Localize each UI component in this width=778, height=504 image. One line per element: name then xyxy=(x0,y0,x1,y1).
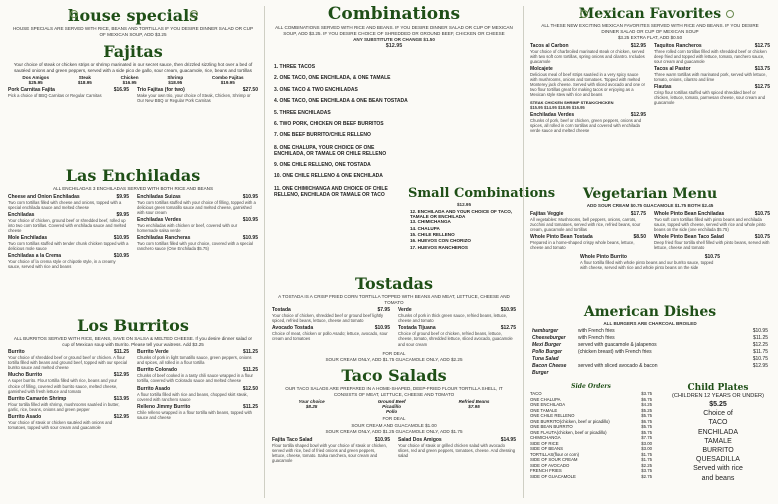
side-item: SIDE OF SOUR CREAM $1.75 xyxy=(530,457,652,462)
american-dishes-section xyxy=(526,304,774,377)
menu-item: Flautas $12.75 Crisp flour tortillas stuffed with spiced shredded beef or chicken, lettuce, tomato, parmesan cheese, sour cream and guacamole xyxy=(654,84,770,106)
pinto-burrito-item: Whole Pinto Burrito $10.75 A flour tortilla filled with whole pinto beans and our burrito sauce, topped with cheese, served with rice and whole pinto beans on the side xyxy=(580,254,720,271)
child-plates-price: $5.25 xyxy=(709,401,727,408)
menu-item: Enchiladas Verdes $12.95 Chunks of pork, beef or chicken, green peppers, onions and spices, all rolled in corn tortillas and covered with enchilada verde sauce and melted cheese xyxy=(530,111,646,133)
column-divider xyxy=(264,6,265,498)
ornament-icon xyxy=(190,10,198,18)
menu-item: Burrito Verde $11.25 Chunks of pork in light tomatillo sauce, green peppers, onions and spices, all rolled in a flour tortilla xyxy=(137,349,258,366)
taco-salads-section xyxy=(268,366,520,467)
child-plates-choice-label: Choice of xyxy=(703,410,733,418)
small-combo-item: 14. CHALUPA xyxy=(410,225,440,231)
menu-item: Enchiladas $9.95 Your choice of chicken, ground beef or shredded beef, rolled up into two corn tortillas. Covered with enchilada sauce and melted cheese xyxy=(8,211,129,233)
small-combo-item: 15. CHILE RELLENO xyxy=(410,232,455,237)
taco-salad-choice: Your choice $8.25 xyxy=(298,399,325,410)
american-item: Tuna Salad $10.75 xyxy=(532,355,768,362)
taco-salads-extra: SOUR CREAM AND GUACAMOLE $1.00 xyxy=(351,422,437,428)
menu-item: Fajita Taco Salad $10.95 Flour tortilla shaped bowl with your choice of steak or chicken, served with rice, bed of fried onions and green peppers, lettuce, cheese, tomato. Salsa ranchera, sour cream and guacamole xyxy=(272,436,390,464)
fajitas-section xyxy=(4,42,262,107)
house-specials-section xyxy=(4,6,262,38)
menu-item: Enchiladas Verdes $10.95 Two enchiladas with chicken or beef, covered with our homemade salsa verde xyxy=(137,216,258,233)
combo-item: 6. TWO PORK, CHICKEN OR BEEF BURRITOS xyxy=(274,121,384,128)
fajita-option: Combo Fajitas $19.95 xyxy=(211,75,244,86)
column-right xyxy=(526,0,774,504)
enchiladas-right xyxy=(137,194,258,272)
menu-item: Tacos al Pastor $13.75 Three warm tortillas with marinated pork, served with lettuce, tomato, onions, cilantro and lime xyxy=(654,66,770,83)
menu-item: Enchiladas Rancheras $10.95 Two corn tortillas filled with your choice, covered with a special ranchero sauce (One Enchilada $5.75) xyxy=(137,235,258,252)
menu-item: Taquitos Rancheros $12.75 Three rolled corn tortillas filled with shredded beef or chicken deep fried and topped with lettuce, tomato, ranchero sauce, sour cream and guacamole xyxy=(654,42,770,64)
american-item: Cheeseburger with French fries $11.25 xyxy=(532,334,768,341)
menu-item: Burrito Asado $12.95 Your choice of steak or chicken sautéed with onions and tomatoes, topped with sour cream and guacamole xyxy=(8,413,129,431)
menu-item: Burrito Asado $12.50 A flour tortilla filled with rice and beans, chopped skirt steak, covered with ranchero sauce xyxy=(137,385,258,402)
taco-salads-extra: SOUR CREAM ONLY, ADD $1.25 GUACAMOLE ONLY, ADD $1.75 xyxy=(325,429,463,435)
combo-item: 10. ONE CHILE RELLENO & ONE ENCHILADA xyxy=(274,173,383,180)
menu-item: Whole Pinto Bean Taco Salad $10.75 Deep fried flour tortilla shell filled with pinto beans, served with lettuce, cheese and tomato xyxy=(654,233,770,250)
column-middle xyxy=(268,0,556,504)
small-combinations-price: $12.95 xyxy=(456,202,472,207)
trio-fajitas-item: Trio Fajitas (for two) $27.50 Make your own trio, your choice of Steak, Chicken, Shrimp or Our New BBQ or Regular Pork Carnitas xyxy=(137,87,258,104)
combinations-title: Combinations xyxy=(327,4,461,24)
enchiladas-left xyxy=(8,194,129,272)
ornament-icon xyxy=(726,10,734,18)
fajita-option: Chicken $16.95 xyxy=(120,75,139,86)
tostadas-section xyxy=(268,274,520,364)
mexican-favorites-note2: $3.25 EXTRA FLAT, ADD $0.50 xyxy=(617,35,683,41)
burritos-note: ALL BURRITOS SERVED WITH RICE, BEANS, SAVE ON SALSA & MELTED CHEESE. If you desire dinner salad or cup of Mexican soup with Burrito. Please tell your waitress. Add $3.25 xyxy=(13,336,253,347)
side-item: ONE TAMALE $5.25 xyxy=(530,407,652,413)
american-item: hamburger with French fries $10.95 xyxy=(532,327,768,334)
side-item: TACO $3.75 xyxy=(530,391,652,396)
side-item: TORTILLAS(flour or corn) $1.75 xyxy=(530,451,652,457)
enchiladas-title: Las Enchiladas xyxy=(65,166,201,185)
fajitas-desc: Your choice of steak or chicken strips or shrimp marinated in our secret sauce, then drizzled sizzling hot over a bed of sautéed onions and green peppers, served with a side pico de gallo, sour cream, guacamole, rice, beans and tortillas xyxy=(13,62,253,73)
child-plate-option: TACO xyxy=(708,419,728,427)
tostadas-note: A TOSTADA IS A CRISP FRIED CORN TORTILLA TOPPED WITH BEANS AND MEAT, LETTUCE, CHEESE AND TOMATO xyxy=(278,294,510,305)
child-plate-option: BURRITO xyxy=(702,447,734,455)
fajita-option: Steak $18.95 xyxy=(77,75,92,86)
child-plates-title: Child Plates xyxy=(687,383,749,393)
child-plate-option: ENCHILADA xyxy=(697,428,739,436)
combo-item: 7. ONE BEEF BURRITO/CHILE RELLENO xyxy=(274,132,371,139)
child-plates-sub: (CHILDREN 12 YEARS OR UNDER) xyxy=(672,393,764,399)
menu-item: Burrito Camarón Shrimp $13.95 Flour tortilla filled with shrimp, mushrooms sautéed in butter, garlic, rice, beans, onions and green pepper xyxy=(8,395,129,412)
burritos-right xyxy=(137,349,258,432)
house-specials-note: HOUSE SPECIALS ARE SERVED WITH RICE, BEANS AND TORTILLAS IF YOU DESIRE DINNER SALAD OR CUP OF MEXICAN SOUP, ADD $3.25 xyxy=(12,26,254,37)
taco-salad-choices xyxy=(272,399,516,414)
combo-item: 4. ONE TACO, ONE ENCHILADA & ONE BEAN TOSTADA xyxy=(274,98,408,105)
menu-item: Whole Pinto Bean Enchiladas $10.75 Two soft corn tortillas filled with pinto beans and enchilada sauce, topped with cheese, served with rice and whole pinto beans on the side (one enchilada $5.75) xyxy=(654,210,770,232)
combinations-list-area xyxy=(268,60,556,270)
mexican-favorites-note: ALL THESE NEW EXCITING MEXICAN FAVORITES SERVED WITH RICE AND BEANS. IF YOU DESIRE DINNER SALAD OR CUP OF MEXICAN SOUP xyxy=(541,23,759,34)
combinations-list xyxy=(274,62,520,198)
small-combo-item: 17. HUEVOS RANCHEROS xyxy=(410,244,468,250)
pork-carnitas-item: Pork Carnitas Fajita $16.95 Pick a choice of BBQ Carnitas or Regular Carnitas xyxy=(8,87,129,99)
combinations-sub: ANY SUBSTITUTE OR CHANGE $1.50 xyxy=(353,37,435,43)
fajita-option: Shrimp $18.95 xyxy=(167,75,184,86)
burritos-section xyxy=(4,316,262,434)
side-item: SIDE OF GUACAMOLE $2.75 xyxy=(530,473,652,479)
vegetarian-title: Vegetarian Menu xyxy=(582,186,718,202)
house-specials-title: house specials xyxy=(67,6,199,25)
column-divider xyxy=(523,6,524,498)
fajitas-options xyxy=(8,75,258,85)
side-item: ONE ENCHILADA $4.25 xyxy=(530,402,652,407)
small-combinations-section xyxy=(408,186,556,251)
child-plate-option: QUESADILLA xyxy=(696,456,740,464)
vegetarian-section xyxy=(526,186,774,270)
enchiladas-section xyxy=(4,166,262,273)
side-item: ONE FLAUTA(chicken, beef or picadillo) $5.75 xyxy=(530,429,652,435)
menu-item: Enchiladas Suizas $10.95 Two corn tortillas stuffed with your choice of filling, topped with a delicious green tomatillo sauce and melted cheese, garnished with sour cream xyxy=(137,193,258,215)
small-combinations-title: Small Combinations xyxy=(408,186,556,201)
menu-item: Tostada Tijuana $12.75 Choice of ground beef or chicken, refried beans, lettuce, cheese, tomato, shredded lettuce, sliced avocado, guacamole and sour cream xyxy=(398,325,516,347)
combo-item: 3. ONE TACO & TWO ENCHILADAS xyxy=(274,86,358,93)
side-item: ONE BURRITO(chicken, beef or picadillo) $6.75 xyxy=(530,418,652,424)
menu-item: Verde $10.95 Chunks of pork in thick green sauce, refried beans, lettuce, cheese and tomato xyxy=(398,307,516,324)
mexican-favorites-title: Mexican Favorites xyxy=(578,6,722,22)
side-item: SIDE OF BEANS $3.00 xyxy=(530,446,652,451)
menu-item: Tostada $7.95 Your choice of chicken, shredded beef or ground beef lightly spiced, refried beans, lettuce, cheese and tomato xyxy=(272,307,390,324)
small-combo-item: 13. CHIMICHANGA xyxy=(410,219,451,225)
menu-item: Relleno Jimmy Burrito $11.25 Chile relleno wrapped in a flour tortilla with beans, topped with sauce and cheese xyxy=(137,403,258,420)
taco-salads-note: OUR TACO SALADS ARE PREPARED IN A HOME-SHAPED, DEEP-FRIED FLOUR TORTILLA SHELL, IT CONSISTS OF MEAT, LETTUCE, CHEESE AND TOMATO xyxy=(285,386,503,397)
side-item: ONE CHILE RELLENO $5.75 xyxy=(530,413,652,418)
burritos-left xyxy=(8,349,129,432)
menu-item: Avocado Tostada $10.95 Choice of meat, chicken or pollo Asado; lettuce, avocado, sour cream and tomatoes xyxy=(272,325,390,342)
tostadas-title: Tostadas xyxy=(354,274,434,293)
molcajete-prices: STEAK CHICKEN SHRIMP STEAK/CHICKEN $15.95 $14.95 $18.95 $16.95 xyxy=(530,99,614,110)
side-orders-title: Side Orders xyxy=(571,383,611,390)
combo-item: 1. THREE TACOS xyxy=(274,64,316,70)
tostadas-extra: SOUR CREAM ONLY, ADD $1.75 GUACAMOLE ONLY, ADD $2.25 xyxy=(325,357,463,363)
combinations-price: $12.95 xyxy=(385,42,403,49)
child-plates-section xyxy=(662,383,774,483)
fajita-option: Dos Amigos $25.95 xyxy=(22,75,50,86)
menu-item: Molcajete Delicious meal of beef strips sautéed in a very spicy sauce with mushrooms, onions and tomatoes. Topped with melted Monterey jack cheese. Served with sliced avocado and one or two flour tortillas great for making tacos or enjoying as a Mexican style stew with rice and beans xyxy=(530,66,645,98)
menu-item: Salad Dos Amigos $14.95 Your choice of steak or grilled chicken salad with avocado slices, red and green peppers, tomatoes, cheese. And dressing salad xyxy=(398,436,516,459)
side-item: SIDE OF AVOCADO $2.25 xyxy=(530,462,652,468)
column-left xyxy=(4,0,262,504)
vegetarian-extras: ADD SOUR CREAM $0.75 GUACAMOLE $1.75 BOTH $2.45 xyxy=(586,203,714,208)
combo-item: 11. ONE CHIMICHANGA AND CHOICE OF CHILE RELLENO, ENCHILADA OR TAMALE OR TACO xyxy=(274,185,388,198)
american-item: Mexi Burger served with guacamole & jalapenos $12.25 xyxy=(532,341,768,348)
child-plates-footer: and beans xyxy=(701,474,735,482)
child-plates-footer: Served with rice xyxy=(693,465,743,473)
menu-item: Burrito Colorado $11.25 Chunks of beef cooked in a tasty chili sauce wrapped in a flour tortilla, covered with Colorado sauce and melted cheese xyxy=(137,367,258,384)
menu-item: Enchiladas a la Crema $10.95 Your choice of la crema style or chipotle style, in a creamy sauce, served with rice and beans xyxy=(8,253,129,270)
combinations-section xyxy=(268,4,520,50)
taco-salads-extra: FOR DEAL xyxy=(382,416,406,422)
combo-item: 5. THREE ENCHILADAS xyxy=(274,109,331,116)
mexican-favorites-section xyxy=(526,6,774,137)
side-item: SIDE OF RICE $3.00 xyxy=(530,440,652,446)
taco-salad-choice: Ground Beef Picadillo Pollo xyxy=(377,399,406,415)
american-item: Bacon Cheese Burger served with sliced avocado & bacon $12.95 xyxy=(532,362,768,376)
combo-item: 8. ONE CHALUPA, YOUR CHOICE OF ONE ENCHILADA, OR TAMALE OR CHILE RELLENO xyxy=(274,144,387,157)
side-item: ONE BEAN BURRITO $5.75 xyxy=(530,424,652,429)
combinations-note: ALL COMBINATIONS SERVED WITH RICE AND BEANS. IF YOU DESIRE DINNER SALAD OR CUP OF MEXICAN SOUP, ADD $3.25. IF YOU DESIRE CHOICE OF SHREDDED OR GROUND BEEF, CHICKEN OR CHEESE xyxy=(275,25,513,36)
american-dishes-title: American Dishes xyxy=(583,304,717,320)
american-item: Pollo Burger (chicken breast) with French fries $11.75 xyxy=(532,348,768,355)
side-item: FRENCH FRIES $3.75 xyxy=(530,468,652,473)
menu-item: Tacos al Carbon $12.95 Your choice of charbroiled marinated steak or chicken, served with two soft corn tortillas, spring onions and cilantro. Includes guacamole xyxy=(530,42,646,64)
taco-salad-choice: Refried Beans $7.95 xyxy=(458,399,490,410)
tostadas-extra: FOR DEAL xyxy=(382,350,406,356)
small-combo-item: 12. ENCHILADA AND YOUR CHOICE OF TACO, TAMALE OR ENCHILADA xyxy=(410,208,513,219)
ornament-icon xyxy=(70,10,78,18)
child-plate-option: TAMALE xyxy=(704,437,732,445)
menu-item: Mucho Burrito $12.95 A super burrito. Flour tortilla filled with rice, beans and your choice of filling, covered with burrito sauce, melted cheese, garnished with fresh lettuce and tomato xyxy=(8,372,129,394)
taco-salads-title: Taco Salads xyxy=(341,366,447,385)
menu-item: Fajitas Veggie $17.75 All vegetables: Mushrooms, bell peppers, onions, carrots, zucchini and tomatoes, served with rice, refried beans, sour cream, guacamole and tortillas xyxy=(530,210,646,232)
menu-item: Mole Enchiladas $10.95 Two corn tortillas stuffed with tender chunk chicken topped with a delicious mole sauce xyxy=(8,235,129,252)
enchiladas-note: ALL ENCHILADAS 3 ENCHILADAS SERVED WITH BOTH RICE AND BEANS xyxy=(52,186,214,191)
menu-item: Whole Pinto Bean Tostada $8.50 Prepared in a home-shaped crispy whole beans, lettuce, cheese and tomato xyxy=(530,233,646,250)
side-item: ONE CHALUPA $6.75 xyxy=(530,396,652,402)
fajitas-title: Fajitas xyxy=(103,42,163,61)
menu-item: Burrito $11.25 Your choice of shredded beef or ground beef or chicken. A flour tortilla filled with beans and ground beef, topped with our special burrito sauce and melted cheese xyxy=(8,349,129,371)
side-item: CHIMICHANGA $7.75 xyxy=(530,435,652,440)
combo-item: 2. ONE TACO, ONE ENCHILADA, & ONE TAMALE xyxy=(274,75,391,82)
side-orders-section xyxy=(526,383,656,480)
combo-item: 9. ONE CHILE RELLENO, ONE TOSTADA xyxy=(274,161,371,168)
small-combo-item: 16. HUEVOS CON CHORIZO xyxy=(410,238,472,244)
ornament-icon xyxy=(580,10,588,18)
menu-item: Cheese and Onion Enchiladas $9.95 Two corn tortillas filled with cheese and onions, topped with a special enchilada sauce and melted cheese xyxy=(8,193,129,210)
burritos-title: Los Burritos xyxy=(77,316,189,335)
american-dishes-note: ALL BURGERS ARE CHARCOAL BROILED xyxy=(603,321,697,326)
